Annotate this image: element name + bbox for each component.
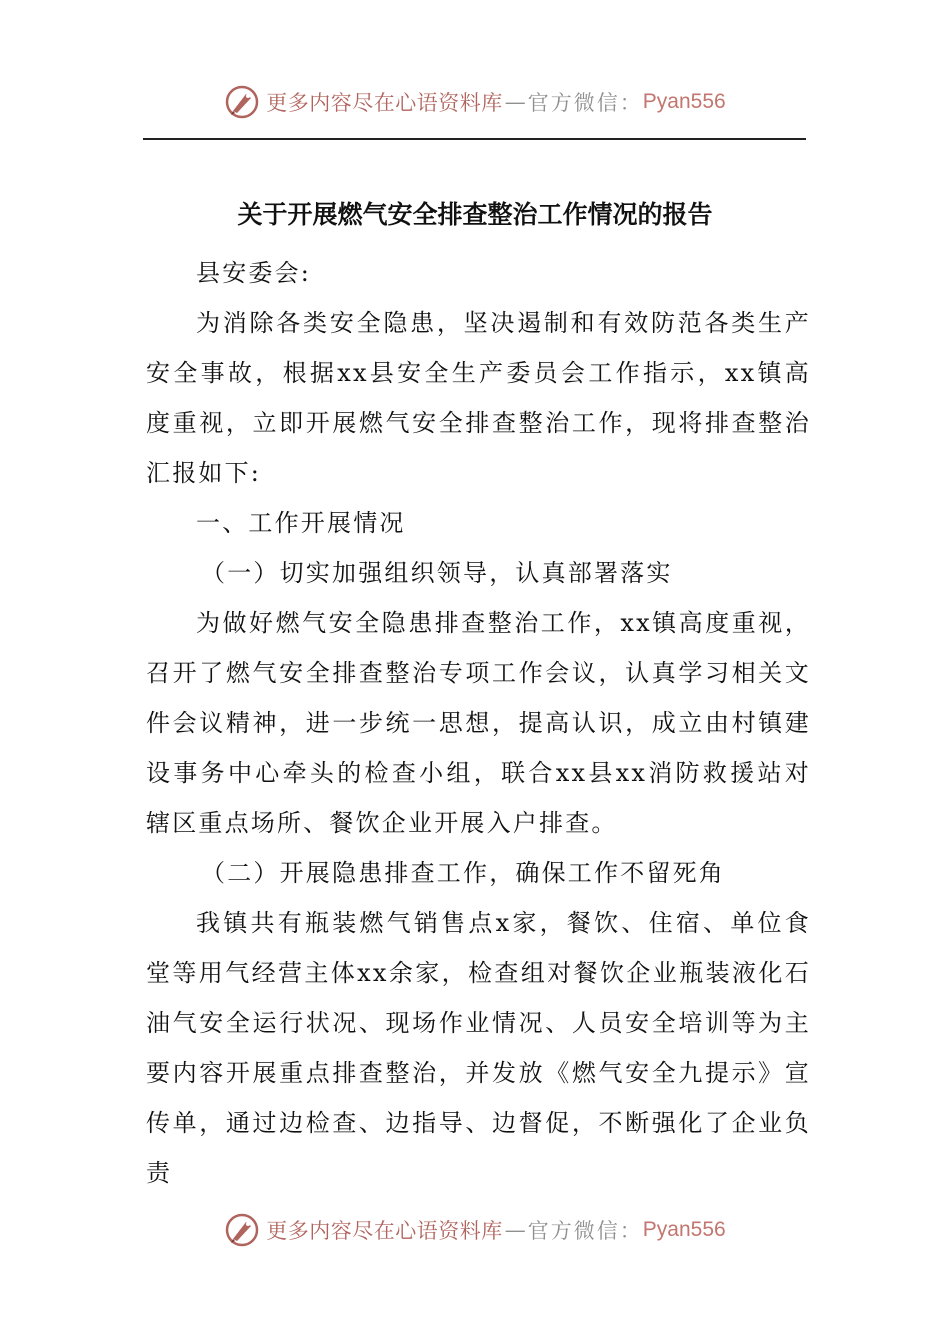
- header-watermark: [0, 78, 950, 126]
- watermark-separator: —: [504, 90, 526, 114]
- pen-nib-icon: [224, 1212, 260, 1248]
- pen-nib-icon: [224, 84, 260, 120]
- footer-watermark: [0, 1206, 950, 1254]
- watermark-wechat-id: Pyan556: [642, 90, 726, 113]
- watermark-wechat-label: 官方微信：: [527, 91, 643, 115]
- section-heading-1: 一、工作开展情况: [196, 509, 406, 537]
- watermark-text: 更多内容尽在心语资料库: [266, 91, 503, 115]
- subsection-body-1: 为做好燃气安全隐患排查整治工作，xx镇高度重视，召开了燃气安全排查整治专项工作会议，认真学习相关文件会议精神，进一步统一思想，提高认识，成立由村镇建设事务中心牵头的检查小组，联合xx县xx消防救援站对辖区重点场所、餐饮企业开展入户排查。: [146, 609, 811, 837]
- subsection-heading-2: （二）开展隐患排查工作，确保工作不留死角: [201, 859, 725, 887]
- document-title: 关于开展燃气安全排查整治工作情况的报告: [237, 199, 713, 229]
- header-divider: [143, 138, 806, 140]
- watermark-separator: —: [504, 1218, 526, 1242]
- watermark-wechat-label: 官方微信：: [527, 1219, 643, 1243]
- subsection-heading-1: （一）切实加强组织领导，认真部署落实: [201, 559, 673, 587]
- watermark-wechat-id: Pyan556: [642, 1218, 726, 1241]
- subsection-body-2: 我镇共有瓶装燃气销售点x家，餐饮、住宿、单位食堂等用气经营主体xx余家，检查组对餐饮企业瓶装液化石油气安全运行状况、现场作业情况、人员安全培训等为主要内容开展重点排查整治，并发放《燃气安全九提示》宣传单，通过边检查、边指导、边督促，不断强化了企业负责: [146, 909, 811, 1187]
- watermark-text: 更多内容尽在心语资料库: [266, 1219, 503, 1243]
- salutation: 县安委会:: [196, 259, 312, 287]
- intro-paragraph: 为消除各类安全隐患，坚决遏制和有效防范各类生产安全事故，根据xx县安全生产委员会工作指示，xx镇高度重视，立即开展燃气安全排查整治工作，现将排查整治汇报如下:: [146, 309, 811, 487]
- document-body: [146, 248, 811, 1198]
